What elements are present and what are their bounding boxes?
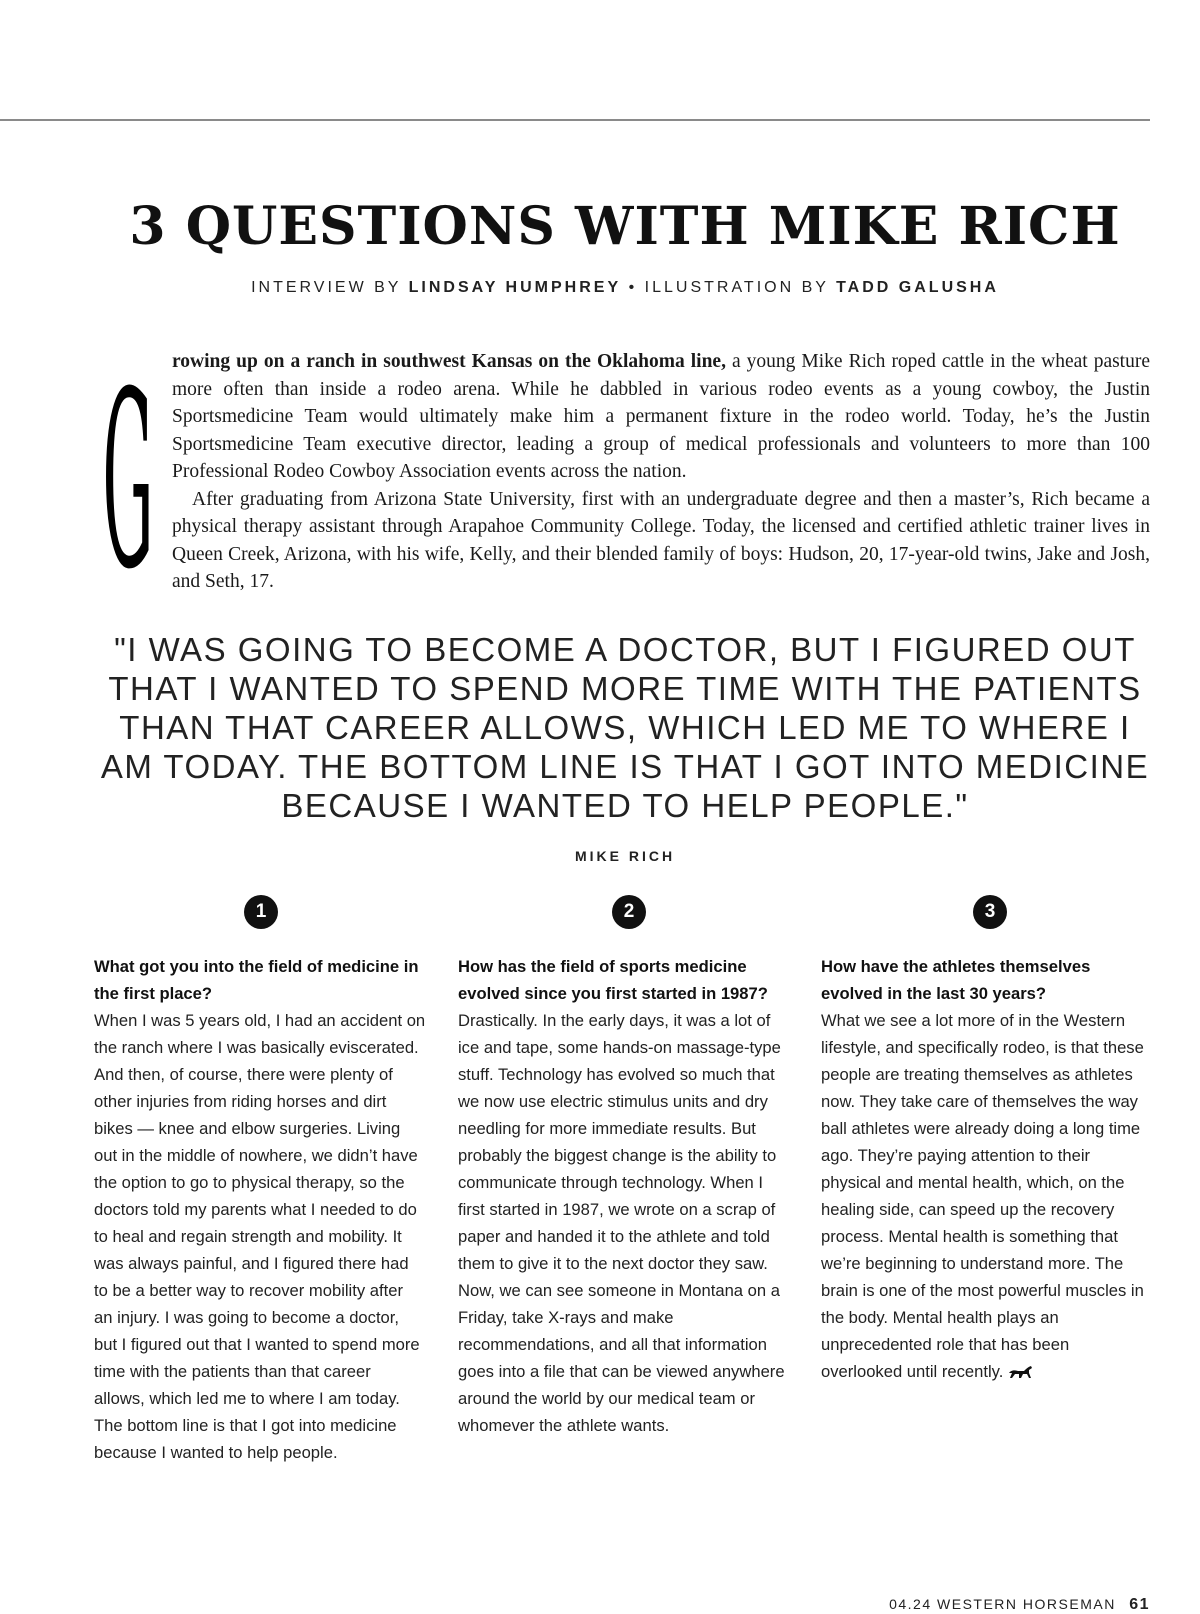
page-number: 61	[1129, 1596, 1150, 1613]
pull-quote-attribution: MIKE RICH	[574, 848, 676, 864]
question-number-badge: 3	[973, 895, 1007, 929]
question-number-badge: 1	[244, 895, 278, 929]
interview-label: INTERVIEW BY	[251, 279, 402, 296]
dropcap-letter	[102, 337, 154, 593]
question-column-3	[821, 895, 1153, 1385]
intro-p1-rest: a young Mike Rich roped cattle in the wheat pasture more often than inside a rodeo arena. While he dabbled in various rodeo events as a young cowboy, the Justin Sportsmedicine Team would ultimately make him a permanent fixture in the rodeo world. Today, he’s the Justin Sportsmedicine Team executive director, leading a group of medical professionals and volunteers to more than 100 Professional Rodeo Cowboy Association events across the nation.	[172, 351, 1150, 482]
question-number-badge: 2	[612, 895, 646, 929]
byline	[0, 279, 1200, 297]
question-answer: What we see a lot more of in the Western lifestyle, and specifically rodeo, is that these people are treating themselves as athletes now. They take care of themselves the way ball athletes were already doing a long time ago. They’re paying attention to their physical and mental health, which, on the healing side, can speed up the recovery process. Mental health is something that we’re beginning to understand more. The brain is one of the most powerful muscles in the body. Mental health plays an unprecedented role that has been overlooked until recently.	[821, 1011, 1144, 1381]
question-answer-wrap	[821, 1007, 1153, 1385]
pull-quote: "I WAS GOING TO BECOME A DOCTOR, BUT I FIGURED OUT THAT I WANTED TO SPEND MORE TIME WITH THE PATIENTS THAN THAT CAREER ALLOWS, WHICH LED ME TO WHERE I AM TODAY. THE BOTTOM LINE IS THAT I GOT INTO MEDICINE BECAUSE I WANTED TO HELP PEOPLE."	[100, 631, 1150, 824]
question-heading: How have the athletes themselves evolved in the last 30 years?	[821, 957, 1091, 1003]
magazine-name: WESTERN HORSEMAN	[937, 1596, 1116, 1612]
top-rule	[0, 119, 1150, 121]
illustration-label: ILLUSTRATION BY	[644, 279, 829, 296]
question-column-2	[458, 895, 790, 1439]
intro-text	[172, 348, 1150, 596]
horse-icon	[1007, 1365, 1033, 1379]
question-column-1	[94, 895, 426, 1466]
byline-separator: •	[628, 279, 638, 296]
issue-date: 04.24	[889, 1596, 932, 1612]
question-heading: What got you into the field of medicine in the first place?	[94, 957, 419, 1003]
dropcap-glyph: G	[102, 339, 154, 593]
article-title: 3 QUESTIONS WITH MIKE RICH	[129, 196, 1121, 257]
page-footer	[889, 1596, 1150, 1614]
intro-paragraph-2: After graduating from Arizona State University, first with an undergraduate degree and then a master’s, Rich became a physical therapy assistant through Arapahoe Community College. Today, the licensed and certified athletic trainer lives in Queen Creek, Arizona, with his wife, Kelly, and their blended family of boys: Hudson, 20, 17-year-old twins, Jake and Josh, and Seth, 17.	[172, 488, 1150, 592]
question-answer: Drastically. In the early days, it was a lot of ice and tape, some hands-on massage-type stuff. Technology has evolved so much that we now use electric stimulus units and dry needling for more immediate results. But probably the biggest change is the ability to communicate through technology. When I first started in 1987, we wrote on a scrap of paper and handed it to the athlete and told them to give it to the next doctor they saw. Now, we can see someone in Montana on a Friday, take X-rays and make recommendations, and all that information goes into a file that can be viewed anywhere around the world by our medical team or whomever the athlete wants.	[458, 1011, 785, 1435]
question-heading: How has the field of sports medicine evolved since you first started in 1987?	[458, 957, 768, 1003]
illustrator-name: TADD GALUSHA	[836, 279, 999, 296]
intro-lead: rowing up on a ranch in southwest Kansas on the Oklahoma line,	[172, 351, 726, 372]
question-answer: When I was 5 years old, I had an accident on the ranch where I was basically eviscerated. And then, of course, there were plenty of other injuries from riding horses and dirt bikes — knee and elbow surgeries. Living out in the middle of nowhere, we didn’t have the option to go to physical therapy, so the doctors told my parents what I needed to do to heal and regain strength and mobility. It was always painful, and I figured there had to be a better way to recover mobility after an injury. I was going to become a doctor, but I figured out that I wanted to spend more time with the patients than that career allows, which led me to where I am today. The bottom line is that I got into medicine because I wanted to help people.	[94, 1011, 426, 1462]
intro-paragraph-1	[172, 348, 1150, 486]
interviewer-name: LINDSAY HUMPHREY	[408, 279, 622, 296]
